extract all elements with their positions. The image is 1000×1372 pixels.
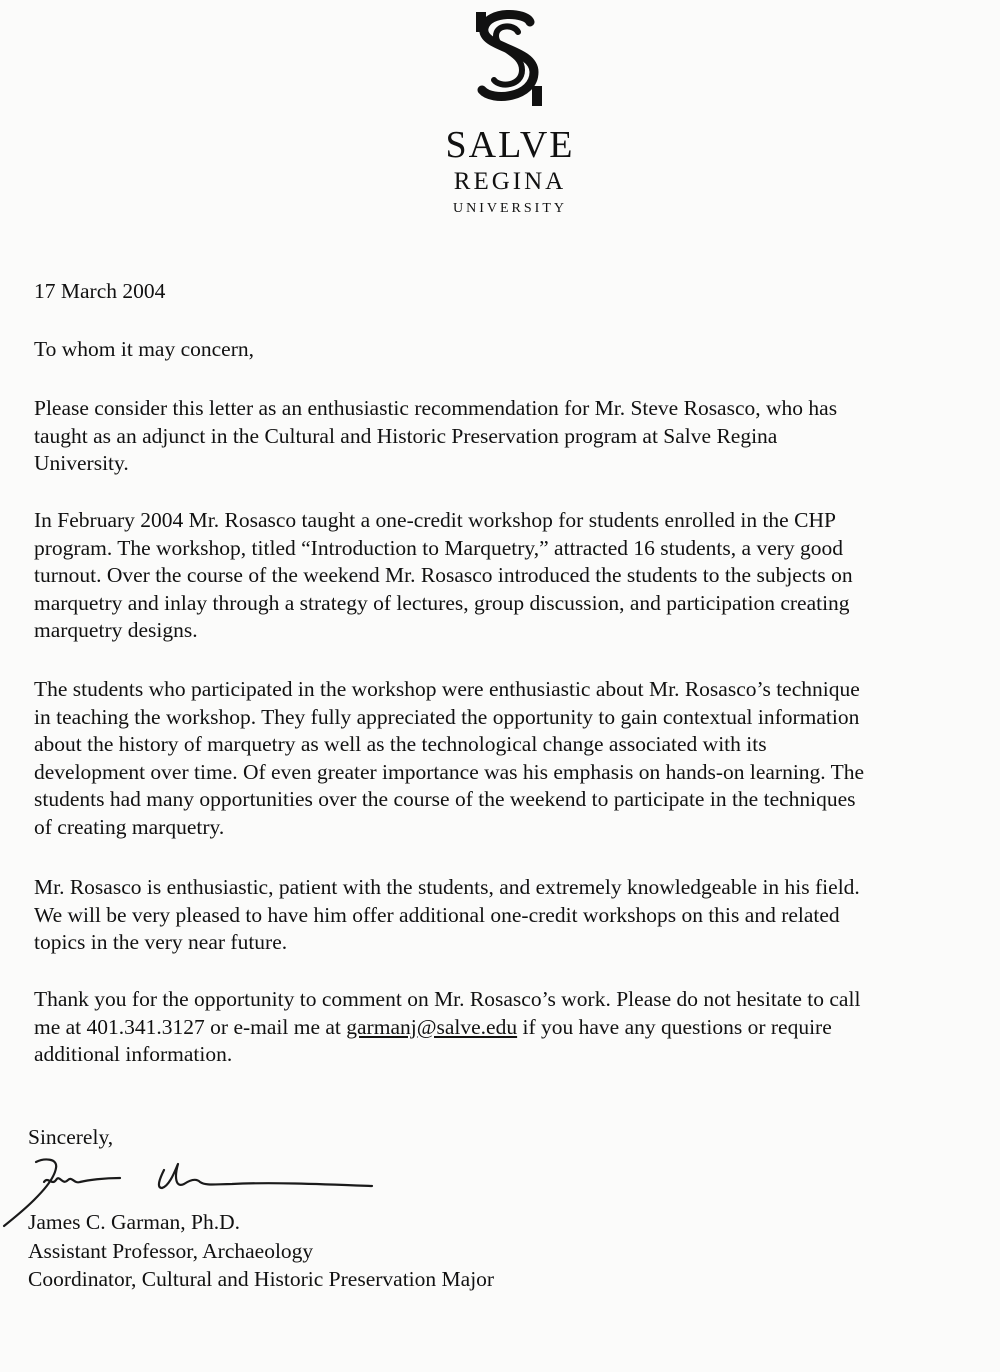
paragraph-3 bbox=[34, 676, 974, 841]
signer-title: Assistant Professor, Archaeology bbox=[28, 1238, 314, 1263]
paragraph-line: program. The workshop, titled “Introduction to Marquetry,” attracted 16 students, a very good bbox=[34, 535, 844, 560]
paragraph-line: students had many opportunities over the course of the weekend to participate in the techniques bbox=[34, 787, 856, 811]
paragraph-line: Mr. Rosasco is enthusiastic, patient with the students, and extremely knowledgeable in his field. bbox=[34, 875, 860, 899]
contact-text: me at 401.341.3127 or e-mail me at bbox=[34, 1014, 347, 1039]
paragraph-line: Please consider this letter as an enthusiastic recommendation for Mr. Steve Rosasco, who has bbox=[34, 396, 838, 420]
contact-text: if you have any questions or require bbox=[517, 1014, 832, 1039]
brand-name-line1: SALVE bbox=[445, 124, 575, 166]
closing: Sincerely, bbox=[28, 1125, 114, 1149]
paragraph-line: Thank you for the opportunity to comment on Mr. Rosasco’s work. Please do not hesitate to call bbox=[34, 987, 861, 1011]
brand-name-line3: UNIVERSITY bbox=[453, 201, 567, 216]
paragraph-line: In February 2004 Mr. Rosasco taught a one-credit workshop for students enrolled in the CHP bbox=[34, 508, 836, 532]
paragraph-line bbox=[34, 1014, 974, 1042]
paragraph-line: We will be very pleased to have him offer additional one-credit workshops on this and related bbox=[34, 902, 840, 927]
paragraph-line: taught as an adjunct in the Cultural and Historic Preservation program at Salve Regina bbox=[34, 423, 778, 448]
paragraph-line: topics in the very near future. bbox=[34, 930, 288, 954]
signer-title: Coordinator, Cultural and Historic Preservation Major bbox=[28, 1267, 495, 1291]
paragraph-line: development over time. Of even greater importance was his emphasis on hands-on learning. The bbox=[34, 759, 865, 784]
paragraph-line: in teaching the workshop. They fully appreciated the opportunity to gain contextual information bbox=[34, 704, 860, 729]
signer-name: James C. Garman, Ph.D. bbox=[28, 1210, 240, 1234]
letterhead bbox=[400, 0, 620, 225]
university-logo bbox=[468, 6, 550, 110]
paragraph-line: turnout. Over the course of the weekend Mr. Rosasco introduced the students to the subjects on bbox=[34, 563, 853, 587]
paragraph-line: University. bbox=[34, 451, 129, 475]
brand-name-line2: REGINA bbox=[453, 168, 567, 195]
paragraph-4 bbox=[34, 874, 974, 957]
paragraph-line: The students who participated in the workshop were enthusiastic about Mr. Rosasco’s technique bbox=[34, 677, 860, 701]
paragraph-line: about the history of marquetry as well as the technological change associated with its bbox=[34, 732, 767, 756]
paragraph-line: marquetry and inlay through a strategy of lectures, group discussion, and participation creating bbox=[34, 590, 850, 615]
paragraph-5 bbox=[34, 986, 974, 1069]
paragraph-line: marquetry designs. bbox=[34, 618, 198, 642]
email-link[interactable]: garmanj@salve.edu bbox=[346, 1014, 518, 1039]
paragraph-1 bbox=[34, 395, 974, 478]
paragraph-line: of creating marquetry. bbox=[34, 814, 225, 839]
letter-date: 17 March 2004 bbox=[34, 279, 166, 303]
salutation: To whom it may concern, bbox=[34, 337, 255, 361]
paragraph-line: additional information. bbox=[34, 1042, 233, 1066]
signer-block bbox=[28, 1208, 494, 1294]
paragraph-2 bbox=[34, 507, 974, 645]
